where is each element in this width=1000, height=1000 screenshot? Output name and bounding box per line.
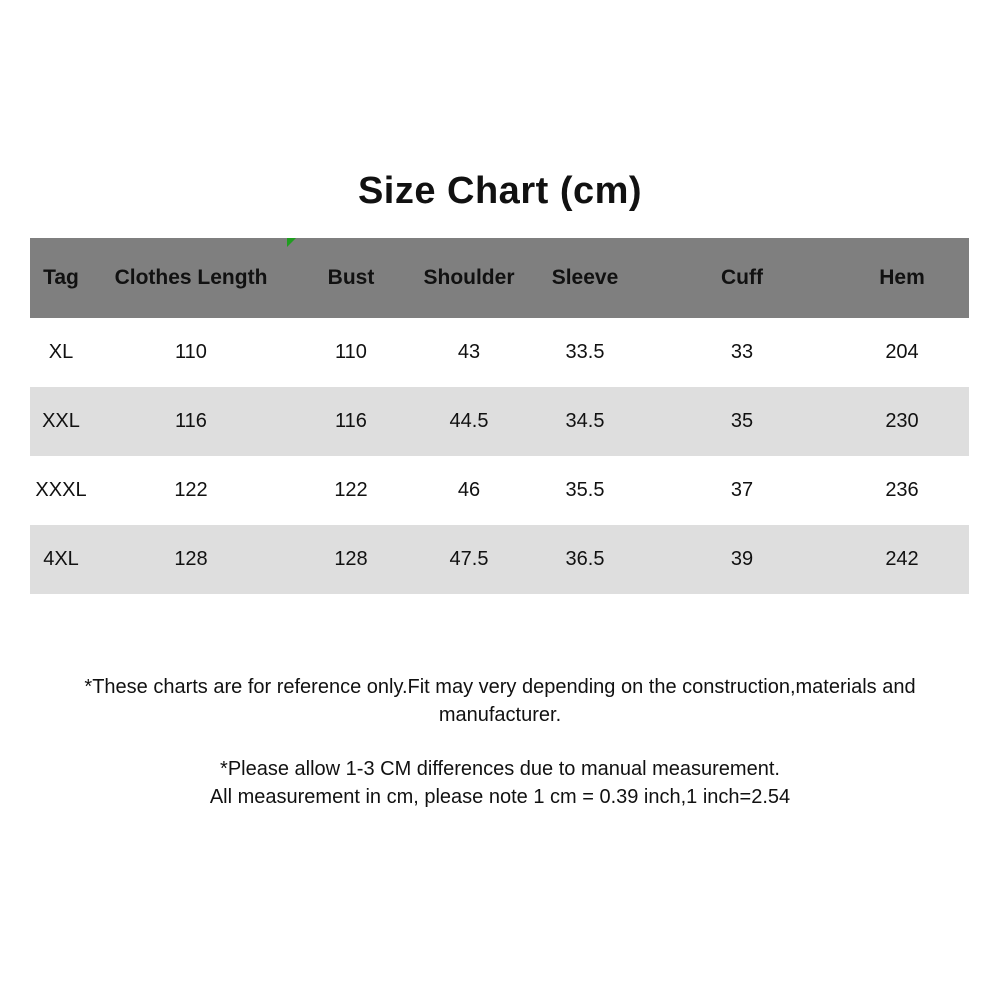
column-header-cuff: Cuff [721, 266, 763, 289]
cell-cuff: 37 [730, 479, 754, 501]
cell-bust: 116 [335, 410, 367, 432]
column-header-clothes-length: Clothes Length [114, 266, 268, 289]
measurement-note [0, 755, 1000, 811]
cell-clothes-length: 122 [174, 479, 208, 501]
column-header-sleeve: Sleeve [551, 266, 619, 289]
cell-sleeve: 36.5 [565, 548, 605, 570]
cell-clothes-length: 128 [174, 548, 208, 570]
reference-note-line: manufacturer. [438, 704, 562, 726]
cell-shoulder: 47.5 [449, 548, 489, 570]
cell-cuff: 35 [730, 410, 754, 432]
cell-bust: 110 [335, 341, 367, 363]
cell-clothes-length: 116 [175, 410, 207, 432]
cell-cuff: 39 [730, 548, 754, 570]
cell-hem: 204 [885, 341, 919, 363]
column-header-bust: Bust [327, 266, 375, 289]
table-row [30, 318, 969, 387]
measurement-note-line: *Please allow 1-3 CM differences due to manual measurement. [220, 758, 780, 780]
measurement-note-line: All measurement in cm, please note 1 cm = 0.39 inch,1 inch=2.54 [209, 786, 791, 808]
cell-clothes-length: 110 [175, 341, 207, 363]
green-corner-marker [287, 238, 296, 247]
table-header-row [30, 238, 969, 318]
cell-tag: XXXL [35, 479, 87, 501]
column-header-hem: Hem [879, 266, 925, 289]
cell-hem: 242 [885, 548, 919, 570]
cell-sleeve: 34.5 [565, 410, 605, 432]
cell-tag: XXL [42, 410, 80, 432]
cell-cuff: 33 [730, 341, 754, 363]
table-row [30, 387, 969, 456]
cell-bust: 128 [334, 548, 368, 570]
cell-tag: 4XL [43, 548, 79, 570]
reference-note [0, 673, 1000, 729]
cell-tag: XL [48, 341, 74, 363]
cell-sleeve: 33.5 [565, 341, 605, 363]
cell-hem: 230 [885, 410, 919, 432]
cell-sleeve: 35.5 [565, 479, 605, 501]
table-row [30, 456, 969, 525]
reference-note-line: *These charts are for reference only.Fit may very depending on the construction,materials and [84, 676, 916, 698]
column-header-tag: Tag [43, 266, 79, 289]
size-chart-table [30, 238, 969, 594]
cell-shoulder: 46 [457, 479, 481, 501]
page-title: Size Chart (cm) [357, 170, 643, 212]
table-row [30, 525, 969, 594]
cell-shoulder: 44.5 [449, 410, 489, 432]
cell-hem: 236 [885, 479, 919, 501]
cell-shoulder: 43 [457, 341, 481, 363]
cell-bust: 122 [334, 479, 368, 501]
column-header-shoulder: Shoulder [423, 266, 515, 289]
